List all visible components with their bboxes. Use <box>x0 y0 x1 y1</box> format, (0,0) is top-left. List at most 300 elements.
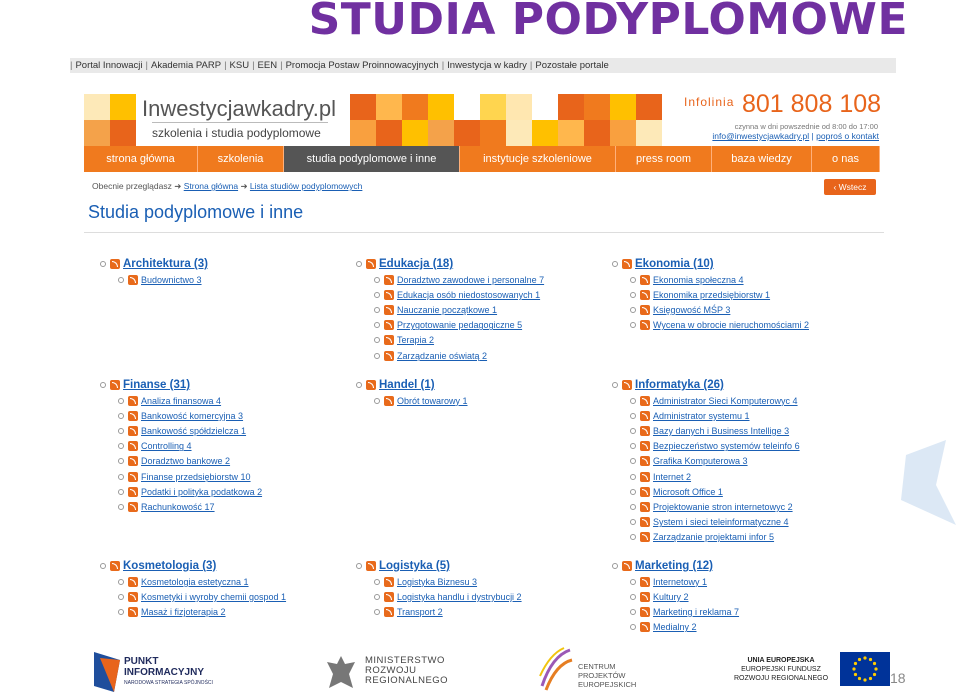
portal-link[interactable]: Inwestycja w kadry <box>447 60 527 71</box>
bullet-icon <box>100 563 106 569</box>
eu-star <box>854 673 857 676</box>
subcategory-link[interactable]: Administrator Sieci Komputerowyc 4 <box>653 395 798 406</box>
mosaic-tile <box>376 94 402 120</box>
bullet-icon <box>630 489 636 495</box>
category-block <box>356 256 544 363</box>
back-arrow-icon: ‹ <box>833 182 839 192</box>
site-tagline: szkolenia i studia podyplomowe <box>152 126 321 140</box>
rss-icon[interactable] <box>128 502 138 512</box>
rss-icon[interactable] <box>640 607 650 617</box>
bullet-icon <box>612 382 618 388</box>
rss-icon[interactable] <box>110 380 120 390</box>
nav-item[interactable]: strona główna <box>84 146 198 172</box>
subcategory-item[interactable] <box>356 604 522 619</box>
subcategory-link[interactable]: Internet 2 <box>653 471 692 482</box>
subcategory-link[interactable]: Kultury 2 <box>653 591 689 602</box>
subcategory-link[interactable]: Zarządzanie projektami infor 5 <box>653 532 775 543</box>
rss-icon[interactable] <box>384 290 394 300</box>
infolinia-label: Infolinia <box>684 95 735 109</box>
rss-icon[interactable] <box>110 561 120 571</box>
mosaic-tile <box>558 120 584 146</box>
rss-icon[interactable] <box>640 441 650 451</box>
page-heading: Studia podyplomowe i inne <box>88 202 304 222</box>
mosaic-tile <box>84 120 110 146</box>
rss-icon[interactable] <box>384 320 394 330</box>
bullet-icon <box>374 292 380 298</box>
breadcrumb-arrow-icon: ➜ <box>240 181 250 191</box>
subcategory-item[interactable] <box>356 348 544 363</box>
bullet-icon <box>118 474 124 480</box>
breadcrumb-current[interactable]: Lista studiów podyplomowych <box>249 181 363 191</box>
rss-icon[interactable] <box>128 275 138 285</box>
subcategory-link[interactable]: Przygotowanie pedagogiczne 5 <box>397 320 523 331</box>
category-link[interactable]: Architektura (3) <box>123 258 208 270</box>
subcategory-link[interactable]: Rachunkowość 17 <box>141 501 215 512</box>
bullet-icon <box>630 277 636 283</box>
category-link[interactable]: Edukacja (18) <box>379 258 454 270</box>
category-link[interactable]: Kosmetologia (3) <box>123 560 217 572</box>
eu-star <box>874 667 877 670</box>
bullet-icon <box>374 353 380 359</box>
footer <box>0 640 960 700</box>
subcategory-link[interactable]: Doradztwo bankowe 2 <box>141 456 231 467</box>
mosaic-tile <box>84 94 110 120</box>
bullet-icon <box>630 609 636 615</box>
bullet-icon <box>612 563 618 569</box>
subcategory-link[interactable]: Projektowanie stron internetowyc 2 <box>653 501 793 512</box>
portal-separator: | <box>280 60 283 71</box>
rss-icon[interactable] <box>640 320 650 330</box>
bullet-icon <box>118 398 124 404</box>
portal-separator: | <box>145 60 148 71</box>
subcategory-link[interactable]: Microsoft Office 1 <box>653 486 723 497</box>
ministerstwo-line3: REGIONALNEGO <box>365 675 449 686</box>
subcategory-item[interactable] <box>100 408 262 423</box>
subcategory-link[interactable]: Edukacja osób niedostosowanych 1 <box>397 289 541 300</box>
eu-star <box>873 662 876 665</box>
subcategory-item[interactable] <box>612 439 800 454</box>
rss-icon[interactable] <box>640 396 650 406</box>
eu-star <box>854 662 857 665</box>
bullet-icon <box>118 579 124 585</box>
subcategory-item[interactable] <box>612 454 800 469</box>
category-block <box>612 377 800 545</box>
rss-icon[interactable] <box>622 259 632 269</box>
slide-page-number: 18 <box>890 670 906 686</box>
subcategory-item[interactable] <box>100 499 262 514</box>
subcategory-link[interactable]: Kosmetyki i wyroby chemii gospod 1 <box>141 591 287 602</box>
subcategory-item[interactable] <box>100 589 286 604</box>
bullet-icon <box>374 337 380 343</box>
rss-icon[interactable] <box>640 532 650 542</box>
subcategory-item[interactable] <box>612 287 809 302</box>
portal-separator: | <box>252 60 255 71</box>
punkt-logo-icon <box>94 652 120 692</box>
mosaic-tile <box>610 94 636 120</box>
subcategory-link[interactable]: Analiza finansowa 4 <box>141 395 222 406</box>
rss-icon[interactable] <box>128 592 138 602</box>
subcategory-link[interactable]: Administrator systemu 1 <box>653 410 750 421</box>
rss-icon[interactable] <box>128 411 138 421</box>
subcategory-link[interactable]: Logistyka Biznesu 3 <box>397 576 478 587</box>
rss-icon[interactable] <box>640 426 650 436</box>
slide-title: STUDIA PODYPLOMOWE <box>308 0 908 45</box>
bullet-icon <box>118 458 124 464</box>
logo-divider <box>152 122 328 123</box>
subcategory-item[interactable] <box>612 574 739 589</box>
nav-item[interactable]: instytucje szkoleniowe <box>460 146 616 172</box>
rss-icon[interactable] <box>110 259 120 269</box>
subcategory-link[interactable]: Grafika Komputerowa 3 <box>653 456 748 467</box>
subcategory-link[interactable]: Podatki i polityka podatkowa 2 <box>141 486 263 497</box>
subcategory-item[interactable] <box>612 408 800 423</box>
ue-line1: UNIA EUROPEJSKA <box>747 657 815 664</box>
bullet-icon <box>630 474 636 480</box>
category-block <box>100 256 208 287</box>
eu-star <box>869 658 872 661</box>
nav-item[interactable]: o nas <box>812 146 880 172</box>
rss-icon[interactable] <box>384 305 394 315</box>
rss-icon[interactable] <box>640 411 650 421</box>
subcategory-item[interactable] <box>356 333 544 348</box>
mosaic-tile <box>402 120 428 146</box>
rss-icon[interactable] <box>640 502 650 512</box>
bullet-icon <box>118 489 124 495</box>
contact-request-link[interactable]: poproś o kontakt <box>816 131 879 141</box>
bullet-icon <box>612 261 618 267</box>
category-block <box>612 256 809 333</box>
rss-icon[interactable] <box>128 426 138 436</box>
category-title[interactable] <box>356 256 544 272</box>
centrum-projektow-logo <box>538 646 663 696</box>
bullet-icon <box>630 292 636 298</box>
portal-separator: | <box>529 60 533 71</box>
bullet-icon <box>630 322 636 328</box>
subcategory-link[interactable]: Marketing i reklama 7 <box>653 606 740 617</box>
ministerstwo-line2: ROZWOJU <box>365 665 417 676</box>
rss-icon[interactable] <box>640 305 650 315</box>
bullet-icon <box>374 307 380 313</box>
rss-icon[interactable] <box>640 472 650 482</box>
bullet-icon <box>100 261 106 267</box>
mosaic-tile <box>558 94 584 120</box>
category-title[interactable] <box>100 377 262 393</box>
bullet-icon <box>356 261 362 267</box>
bullet-icon <box>630 307 636 313</box>
rss-icon[interactable] <box>640 517 650 527</box>
rss-icon[interactable] <box>128 577 138 587</box>
subcategory-link[interactable]: Controlling 4 <box>141 441 192 452</box>
subcategory-link[interactable]: Wycena w obrocie nieruchomościami 2 <box>653 320 809 331</box>
subcategory-link[interactable]: Bezpieczeństwo systemów teleinfo 6 <box>653 441 800 452</box>
eu-star <box>852 667 855 670</box>
mosaic-tile <box>350 94 376 120</box>
subcategory-item[interactable] <box>356 589 522 604</box>
subcategory-link[interactable]: Bazy danych i Business Intellige 3 <box>653 425 790 436</box>
category-title[interactable] <box>356 558 522 574</box>
centrum-swirl-icon <box>538 646 574 692</box>
subcategory-link[interactable]: Ekonomika przedsiębiorstw 1 <box>653 289 771 300</box>
mosaic-tile <box>506 94 532 120</box>
rss-icon[interactable] <box>366 380 376 390</box>
rss-icon[interactable] <box>640 275 650 285</box>
subcategory-link[interactable]: Nauczanie początkowe 1 <box>397 304 498 315</box>
rss-icon[interactable] <box>622 380 632 390</box>
subcategory-link[interactable]: Obrót towarowy 1 <box>397 395 468 406</box>
bullet-icon <box>630 624 636 630</box>
rss-icon[interactable] <box>384 607 394 617</box>
rss-icon[interactable] <box>384 335 394 345</box>
bullet-icon <box>630 504 636 510</box>
mosaic-tile <box>532 120 558 146</box>
heading-divider <box>84 232 884 233</box>
contact-separator: | <box>811 131 814 141</box>
subcategory-item[interactable] <box>612 589 739 604</box>
bullet-icon <box>118 277 124 283</box>
ue-line2: EUROPEJSKI FUNDUSZ <box>741 666 821 673</box>
subcategory-item[interactable] <box>612 302 809 317</box>
eu-star <box>863 656 866 659</box>
punkt-line1: PUNKT <box>124 656 159 667</box>
bullet-icon <box>630 428 636 434</box>
bullet-icon <box>630 579 636 585</box>
back-button[interactable] <box>824 179 876 195</box>
bullet-icon <box>118 428 124 434</box>
bullet-icon <box>374 609 380 615</box>
category-block <box>356 377 468 408</box>
bullet-icon <box>374 277 380 283</box>
category-link[interactable]: Finanse (31) <box>123 379 191 391</box>
rss-icon[interactable] <box>384 396 394 406</box>
subcategory-item[interactable] <box>100 484 262 499</box>
category-title[interactable] <box>100 558 286 574</box>
subcategory-item[interactable] <box>612 604 739 619</box>
back-label: Wstecz <box>838 182 867 192</box>
category-link[interactable]: Handel (1) <box>379 379 435 391</box>
subcategory-item[interactable] <box>356 574 522 589</box>
category-block <box>100 377 262 515</box>
subcategory-link[interactable]: System i sieci teleinformatyczne 4 <box>653 517 789 528</box>
subcategory-item[interactable] <box>356 302 544 317</box>
contact-links <box>670 131 879 141</box>
mosaic-tile <box>110 94 136 120</box>
portal-separator: | <box>70 60 73 71</box>
eu-star <box>863 678 866 681</box>
bullet-icon <box>630 519 636 525</box>
subcategory-link[interactable]: Księgowość MŚP 3 <box>653 304 731 315</box>
subcategory-item[interactable] <box>612 469 800 484</box>
rss-icon[interactable] <box>384 592 394 602</box>
ministerstwo-line1: MINISTERSTWO <box>365 655 445 666</box>
subcategory-item[interactable] <box>356 318 544 333</box>
subcategory-item[interactable] <box>612 484 800 499</box>
rss-icon[interactable] <box>366 259 376 269</box>
website-screenshot <box>70 58 896 640</box>
mosaic-tile <box>584 120 610 146</box>
subcategory-link[interactable]: Zarządzanie oświatą 2 <box>397 350 488 361</box>
punkt-informacyjny-logo <box>90 650 245 698</box>
main-navigation <box>84 146 880 172</box>
category-title[interactable] <box>612 558 739 574</box>
portal-separator: | <box>441 60 445 71</box>
punkt-line3: NARODOWA STRATEGIA SPÓJNOŚCI <box>124 680 213 686</box>
rss-icon[interactable] <box>640 592 650 602</box>
eu-star <box>869 677 872 680</box>
subcategory-item[interactable] <box>612 530 800 545</box>
mosaic-tile <box>428 94 454 120</box>
portal-link[interactable]: KSU <box>229 60 250 71</box>
bullet-icon <box>630 594 636 600</box>
category-title[interactable] <box>356 377 468 393</box>
subcategory-item[interactable] <box>100 604 286 619</box>
rss-icon[interactable] <box>640 577 650 587</box>
subcategory-item[interactable] <box>612 423 800 438</box>
rss-icon[interactable] <box>128 396 138 406</box>
eu-star <box>873 673 876 676</box>
bullet-icon <box>118 504 124 510</box>
breadcrumb <box>92 181 362 192</box>
portal-bar <box>70 58 896 73</box>
rss-icon[interactable] <box>640 290 650 300</box>
decorative-shape <box>896 440 956 530</box>
subcategory-link[interactable]: Transport 2 <box>397 606 443 617</box>
rss-icon[interactable] <box>128 487 138 497</box>
breadcrumb-home[interactable]: Strona główna <box>183 181 239 191</box>
subcategory-item[interactable] <box>100 574 286 589</box>
bullet-icon <box>374 594 380 600</box>
subcategory-link[interactable]: Bankowość komercyjna 3 <box>141 410 244 421</box>
bullet-icon <box>630 458 636 464</box>
bullet-icon <box>630 398 636 404</box>
mosaic-tile <box>610 120 636 146</box>
subcategory-item[interactable] <box>100 393 262 408</box>
category-link[interactable]: Marketing (12) <box>635 560 713 572</box>
category-title[interactable] <box>612 256 809 272</box>
subcategory-item[interactable] <box>356 272 544 287</box>
subcategory-item[interactable] <box>100 454 262 469</box>
subcategory-item[interactable] <box>100 272 208 287</box>
subcategory-item[interactable] <box>612 515 800 530</box>
nav-item[interactable]: baza wiedzy <box>712 146 812 172</box>
portal-link[interactable]: Akademia PARP <box>151 60 222 71</box>
category-title[interactable] <box>100 256 208 272</box>
bullet-icon <box>100 382 106 388</box>
mosaic-tile <box>480 94 506 120</box>
ministerstwo-logo <box>325 652 465 694</box>
logo-box[interactable] <box>138 94 336 148</box>
rss-icon[interactable] <box>640 622 650 632</box>
centrum-line1: CENTRUM PROJEKTÓW <box>578 662 626 680</box>
subcategory-item[interactable] <box>100 439 262 454</box>
ue-logo <box>722 648 872 692</box>
subcategory-item[interactable] <box>612 499 800 514</box>
rss-icon[interactable] <box>384 351 394 361</box>
breadcrumb-arrow-icon: ➜ <box>174 181 184 191</box>
mosaic-tile <box>636 120 662 146</box>
rss-icon[interactable] <box>622 561 632 571</box>
subcategory-link[interactable]: Terapia 2 <box>397 335 435 346</box>
mosaic-tile <box>454 120 480 146</box>
portal-link[interactable]: Portal Innowacji <box>75 60 143 71</box>
portal-link[interactable]: Pozostałe portale <box>535 60 609 71</box>
rss-icon[interactable] <box>640 487 650 497</box>
subcategory-link[interactable]: Logistyka handlu i dystrybucji 2 <box>397 591 522 602</box>
ue-line3: ROZWOJU REGIONALNEGO <box>733 675 829 682</box>
portal-link[interactable]: Promocja Postaw Proinnowacyjnych <box>285 60 439 71</box>
category-title[interactable] <box>612 377 800 393</box>
rss-icon[interactable] <box>366 561 376 571</box>
subcategory-item[interactable] <box>612 272 809 287</box>
mosaic-tile <box>110 120 136 146</box>
subcategory-link[interactable]: Medialny 2 <box>653 622 697 633</box>
rss-icon[interactable] <box>128 441 138 451</box>
nav-item[interactable]: press room <box>616 146 712 172</box>
rss-icon[interactable] <box>128 472 138 482</box>
mosaic-tile <box>480 120 506 146</box>
subcategory-link[interactable]: Finanse przedsiębiorstw 10 <box>141 471 251 482</box>
bullet-icon <box>118 413 124 419</box>
rss-icon[interactable] <box>640 456 650 466</box>
hotline-hours: czynna w dni powszednie od 8:00 do 17:00 <box>734 122 878 131</box>
nav-item[interactable]: studia podyplomowe i inne <box>284 146 460 172</box>
category-link[interactable]: Ekonomia (10) <box>635 258 714 270</box>
subcategory-item[interactable] <box>612 393 800 408</box>
subcategory-item[interactable] <box>356 393 468 408</box>
nav-item[interactable]: szkolenia <box>198 146 284 172</box>
category-link[interactable]: Logistyka (5) <box>379 560 450 572</box>
subcategory-link[interactable]: Ekonomia społeczna 4 <box>653 274 744 285</box>
bullet-icon <box>630 413 636 419</box>
portal-link[interactable]: EEN <box>257 60 278 71</box>
subcategory-item[interactable] <box>612 620 739 635</box>
subcategory-link[interactable]: Budownictwo 3 <box>141 274 202 285</box>
bullet-icon <box>118 594 124 600</box>
rss-icon[interactable] <box>384 275 394 285</box>
category-link[interactable]: Informatyka (26) <box>635 379 724 391</box>
eagle-emblem-icon <box>325 654 357 692</box>
centrum-line2: EUROPEJSKICH <box>578 680 637 689</box>
portal-separator: | <box>224 60 227 71</box>
eu-star <box>858 677 861 680</box>
subcategory-item[interactable] <box>100 469 262 484</box>
bullet-icon <box>356 382 362 388</box>
subcategory-link[interactable]: Kosmetologia estetyczna 1 <box>141 576 249 587</box>
subcategory-link[interactable]: Bankowość spółdzielcza 1 <box>141 425 247 436</box>
bullet-icon <box>374 322 380 328</box>
subcategory-item[interactable] <box>100 423 262 438</box>
rss-icon[interactable] <box>384 577 394 587</box>
rss-icon[interactable] <box>128 607 138 617</box>
subcategory-item[interactable] <box>612 318 809 333</box>
mosaic-tile <box>584 94 610 120</box>
subcategory-link[interactable]: Doradztwo zawodowe i personalne 7 <box>397 274 545 285</box>
phone-number: 801 808 108 <box>742 90 882 118</box>
rss-icon[interactable] <box>128 456 138 466</box>
subcategory-item[interactable] <box>356 287 544 302</box>
site-logo[interactable]: Inwestycjawkadry.pl <box>142 96 336 121</box>
category-block <box>356 558 522 620</box>
subcategory-link[interactable]: Internetowy 1 <box>653 576 708 587</box>
eu-flag-icon <box>840 652 890 686</box>
email-link[interactable]: info@inwestycjawkadry.pl <box>712 131 810 141</box>
category-block <box>612 558 739 635</box>
mosaic-tile <box>636 94 662 120</box>
subcategory-link[interactable]: Masaż i fizjoterapia 2 <box>141 606 226 617</box>
mosaic-tile <box>428 120 454 146</box>
bullet-icon <box>630 443 636 449</box>
bullet-icon <box>374 398 380 404</box>
eu-star <box>858 658 861 661</box>
